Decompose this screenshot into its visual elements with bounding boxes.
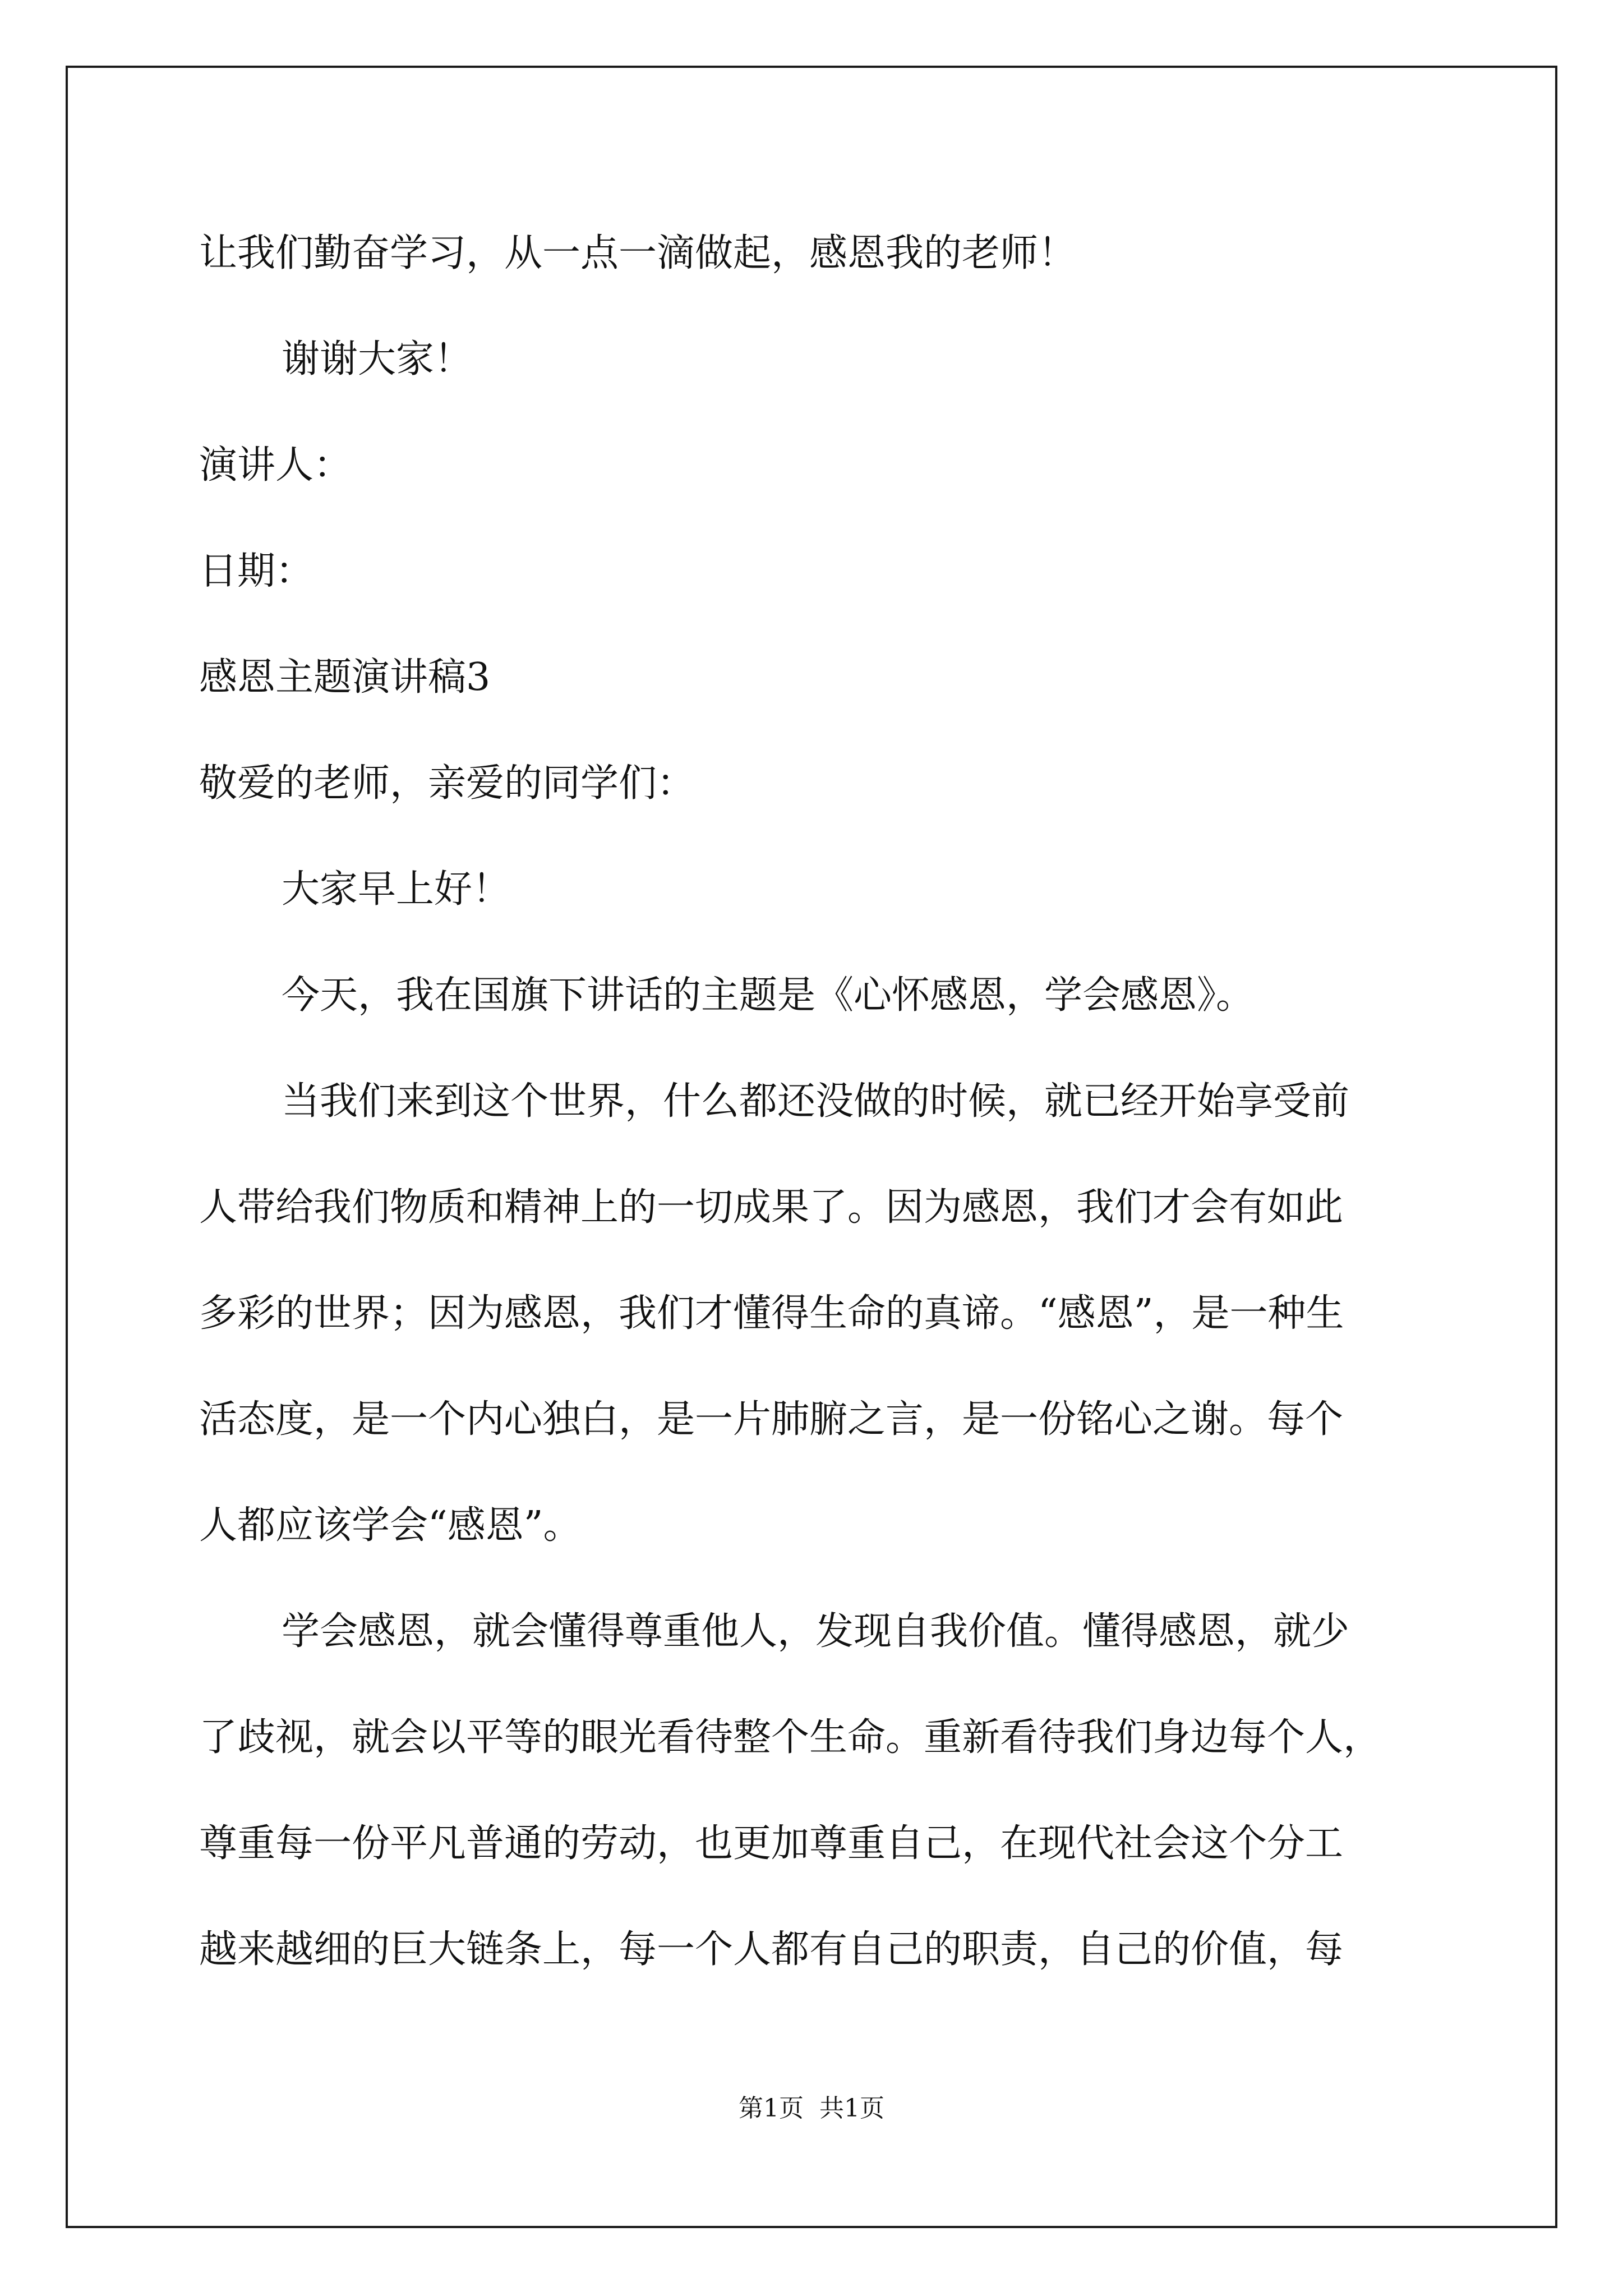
page-footer: 第1页 共1页: [739, 2094, 884, 2123]
text-line: 谢谢大家！: [282, 337, 473, 381]
text-line: 敬爱的老师，亲爱的同学们：: [199, 761, 695, 806]
text-line: 尊重每一份平凡普通的劳动，也更加尊重自己，在现代社会这个分工: [199, 1821, 1344, 1866]
text-line: 人都应该学会“感恩”。: [199, 1503, 582, 1548]
text-line: 当我们来到这个世界，什么都还没做的时候，就已经开始享受前: [282, 1079, 1350, 1124]
text-line: 演讲人：: [199, 443, 352, 487]
text-line: 多彩的世界；因为感恩，我们才懂得生命的真谛。“感恩”，是一种生: [199, 1291, 1344, 1336]
section-title: 感恩主题演讲稿3: [199, 655, 491, 700]
text-line: 人带给我们物质和精神上的一切成果了。因为感恩，我们才会有如此: [199, 1185, 1344, 1230]
text-line: 让我们勤奋学习，从一点一滴做起，感恩我的老师！: [199, 231, 1077, 275]
text-line: 大家早上好！: [282, 867, 511, 912]
text-line: 学会感恩，就会懂得尊重他人，发现自我价值。懂得感恩，就少: [282, 1609, 1350, 1654]
text-line: 活态度，是一个内心独白，是一片肺腑之言，是一份铭心之谢。每个: [199, 1397, 1344, 1442]
text-line: 今天，我在国旗下讲话的主题是《心怀感恩，学会感恩》。: [282, 973, 1255, 1018]
text-line: 越来越细的巨大链条上，每一个人都有自己的职责，自己的价值，每: [199, 1927, 1344, 1972]
text-line: 了歧视，就会以平等的眼光看待整个生命。重新看待我们身边每个人，: [199, 1715, 1382, 1760]
page-border: [66, 66, 1557, 2228]
text-line: 日期：: [199, 549, 314, 593]
